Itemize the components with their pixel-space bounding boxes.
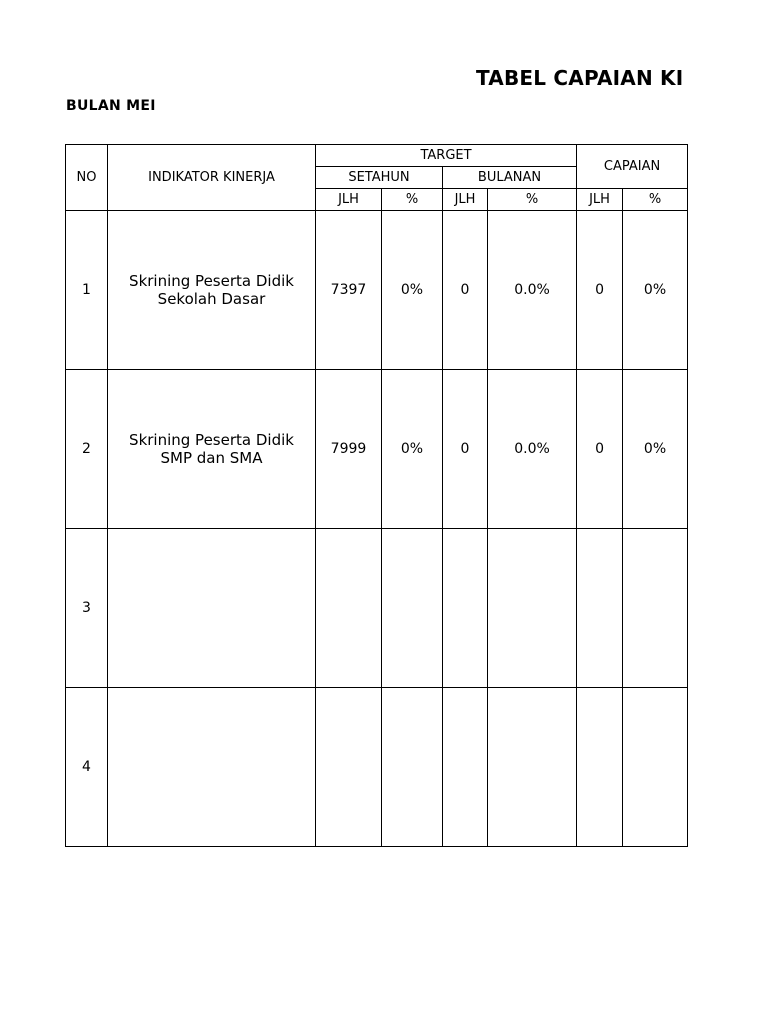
header-row-top	[66, 145, 688, 167]
cell-monthly-pct: 0.0%	[488, 211, 577, 370]
table-row	[66, 529, 688, 688]
cell-yearly-jlh: 7397	[316, 211, 382, 370]
cell-yearly-pct	[382, 529, 443, 688]
table-row	[66, 370, 688, 529]
header-achievement-jlh: JLH	[577, 189, 623, 211]
cell-yearly-jlh	[316, 688, 382, 847]
header-yearly: SETAHUN	[316, 167, 443, 189]
header-no: NO	[66, 145, 108, 211]
cell-yearly-pct	[382, 688, 443, 847]
header-monthly-jlh: JLH	[443, 189, 488, 211]
table-row	[66, 211, 688, 370]
cell-yearly-jlh: 7999	[316, 370, 382, 529]
cell-monthly-pct: 0.0%	[488, 370, 577, 529]
header-yearly-jlh: JLH	[316, 189, 382, 211]
header-monthly: BULANAN	[443, 167, 577, 189]
cell-achievement-pct: 0%	[623, 211, 688, 370]
cell-achievement-pct: 0%	[623, 370, 688, 529]
indicator-line-1: Skrining Peserta Didik	[129, 431, 294, 449]
cell-indicator	[108, 529, 316, 688]
cell-no: 4	[66, 688, 108, 847]
cell-achievement-jlh	[577, 529, 623, 688]
cell-monthly-pct	[488, 688, 577, 847]
indicator-line-2: Sekolah Dasar	[157, 290, 266, 308]
cell-no: 3	[66, 529, 108, 688]
month-label: BULAN MEI	[66, 98, 156, 114]
cell-achievement-jlh	[577, 688, 623, 847]
cell-achievement-jlh: 0	[577, 370, 623, 529]
cell-achievement-pct	[623, 529, 688, 688]
cell-achievement-jlh: 0	[577, 211, 623, 370]
cell-no: 2	[66, 370, 108, 529]
header-achievement-pct: %	[623, 189, 688, 211]
header-achievement: CAPAIAN	[577, 145, 688, 189]
cell-monthly-jlh	[443, 529, 488, 688]
header-indicator: INDIKATOR KINERJA	[108, 145, 316, 211]
cell-yearly-pct: 0%	[382, 211, 443, 370]
cell-achievement-pct	[623, 688, 688, 847]
header-target: TARGET	[316, 145, 577, 167]
cell-monthly-jlh	[443, 688, 488, 847]
header-monthly-pct: %	[488, 189, 577, 211]
kpi-table	[65, 144, 688, 847]
indicator-line-1: Skrining Peserta Didik	[129, 272, 294, 290]
cell-indicator	[108, 370, 316, 529]
page-title: TABEL CAPAIAN KI	[476, 66, 684, 90]
table-row	[66, 688, 688, 847]
cell-yearly-jlh	[316, 529, 382, 688]
cell-indicator	[108, 688, 316, 847]
cell-monthly-jlh: 0	[443, 370, 488, 529]
cell-indicator	[108, 211, 316, 370]
cell-monthly-pct	[488, 529, 577, 688]
cell-no: 1	[66, 211, 108, 370]
cell-monthly-jlh: 0	[443, 211, 488, 370]
header-yearly-pct: %	[382, 189, 443, 211]
cell-yearly-pct: 0%	[382, 370, 443, 529]
indicator-line-2: SMP dan SMA	[160, 449, 263, 467]
